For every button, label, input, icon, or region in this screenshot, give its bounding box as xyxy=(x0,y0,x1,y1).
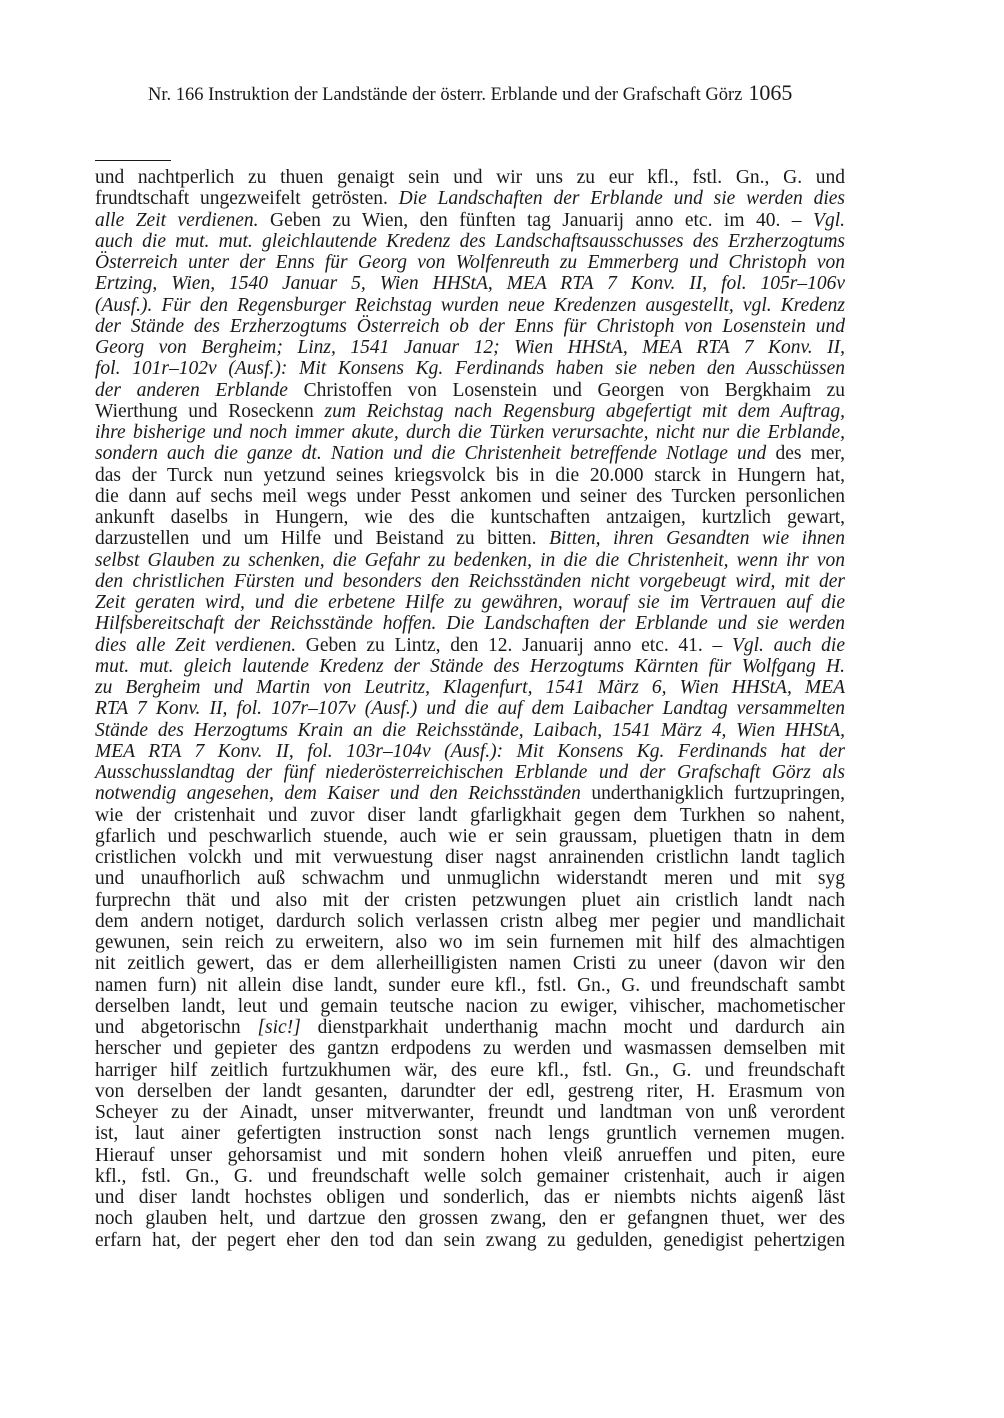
footnote-line xyxy=(95,188,845,209)
editorial-italic-text: der anderen Erblande xyxy=(95,379,288,401)
editorial-italic-text: mut. mut. gleich lautende Kredenz der Stände des Herzogtums Kärnten für Wolfgang H. xyxy=(95,655,845,677)
footnote-line xyxy=(95,167,845,188)
source-text: die dann auf sechs meil wegs under Pesst ankomen und seiner des Turcken personlichen xyxy=(95,485,845,507)
footnote-line xyxy=(95,635,845,656)
editorial-italic-text: ihre bisherige und noch immer akute, durch die Türken verursachte, nicht nur die Erblande, xyxy=(95,422,845,443)
footnote-line xyxy=(95,890,845,911)
source-text: harriger hilf zeitlich furtzukhumen wär, des eure kfl., fstl. Gn., G. und freundschaft xyxy=(95,1059,845,1081)
footnote-line xyxy=(95,1230,845,1251)
footnote-line xyxy=(95,1038,845,1059)
footnote-line xyxy=(95,571,845,592)
footnote-line xyxy=(95,380,845,401)
footnote-line xyxy=(95,1123,845,1144)
footnote-line xyxy=(95,443,845,464)
source-text: ist, laut ainer gefertigten instruction sonst nach lengs gruntlich vernemen mugen. xyxy=(95,1123,845,1145)
footnote-line xyxy=(95,1060,845,1081)
source-text: herscher und gepieter des gantzn erdpodens zu werden und wasmassen demselben mit xyxy=(95,1038,845,1060)
footnote-line xyxy=(95,762,845,783)
footnote-line xyxy=(95,826,845,847)
footnote-line xyxy=(95,953,845,974)
editorial-italic-text: alle Zeit verdienen. xyxy=(95,209,259,231)
footnote-line xyxy=(95,210,845,231)
source-text: des mer, xyxy=(766,443,845,465)
source-text: Hierauf unser gehorsamist und mit sondern hohen vleiß anrueffen und piten, eure xyxy=(95,1144,845,1166)
editorial-italic-text: Vgl. xyxy=(813,209,845,231)
footnote-line xyxy=(95,741,845,762)
footnote-line xyxy=(95,231,845,252)
editorial-italic-text: den christlichen Fürsten und besonders den Reichsständen nicht vorgebeugt wird, mit der xyxy=(95,570,845,592)
footnote-line xyxy=(95,996,845,1017)
source-text: derselben landt, leut und gemain teutsche nacion zu ewiger, vihischer, machometischer xyxy=(95,995,845,1017)
source-text: Geben zu Lintz, den 12. Januarij anno etc. 41. – xyxy=(296,634,732,656)
footnote-line xyxy=(95,932,845,953)
footnote-line xyxy=(95,295,845,316)
editorial-italic-text: selbst Glauben zu schenken, die Gefahr zu bedenken, in die die Christenheit, wenn ihr von xyxy=(95,549,845,571)
editorial-italic-text: (Ausf.). Für den Regensburger Reichstag wurden neue Kredenzen ausgestellt, vgl. Kredenz xyxy=(95,294,845,316)
footnote-line xyxy=(95,805,845,826)
footnote-line xyxy=(95,1187,845,1208)
source-text: kfl., fstl. Gn., G. und freundschaft welle solch gemainer cristenhait, auch ir aigen xyxy=(95,1165,845,1187)
source-text: cristlichen volckh und mit verwuestung diser nagst anrainenden cristlichn landt taglich xyxy=(95,847,845,868)
footnote-line xyxy=(95,465,845,486)
editorial-italic-text: dies alle Zeit verdienen. xyxy=(95,634,297,656)
source-text: Geben zu Wien, den fünften tag Januarij anno etc. im 40. – xyxy=(258,209,814,231)
footnote-line xyxy=(95,422,845,443)
footnote-line xyxy=(95,698,845,719)
source-text: und abgetorischn xyxy=(95,1017,258,1038)
footnote-line xyxy=(95,656,845,677)
source-text: dienstparkhait underthanig machn mocht und dardurch ain xyxy=(300,1017,845,1038)
source-text: wie der cristenhait und zuvor diser landt gfarligkhait gegen dem Turkhen so nahent, xyxy=(95,804,845,826)
editorial-italic-text: [sic!] xyxy=(257,1017,301,1038)
running-title: Nr. 166 Instruktion der Landstände der österr. Erblande und der Grafschaft Görz xyxy=(148,85,743,105)
editorial-italic-text: Die Landschaften der Erblande und sie werden dies xyxy=(398,188,845,210)
footnote-line xyxy=(95,358,845,379)
editorial-italic-text: sondern auch die ganze dt. Nation und die Christenheit betreffende Notlage und xyxy=(95,443,767,465)
source-text: noch glauben helt, und dartzue den grossen zwang, den er gefangnen thuet, wer des xyxy=(95,1208,845,1230)
footnote-line xyxy=(95,1081,845,1102)
page-number: 1065 xyxy=(748,80,793,105)
footnote-line xyxy=(95,1166,845,1187)
footnote-line xyxy=(95,486,845,507)
footnote-line xyxy=(95,550,845,571)
footnote-line xyxy=(95,868,845,889)
editorial-italic-text: notwendig angesehen, dem Kaiser und den Reichsständen xyxy=(95,783,581,805)
editorial-italic-text: Ausschusslandtag der fünf niederösterreichischen Erblande und der Grafschaft Görz als xyxy=(95,762,845,783)
footnote-separator-rule xyxy=(95,160,171,161)
footnote-line xyxy=(95,252,845,273)
editorial-italic-text: Bitten, ihren Gesandten wie ihnen xyxy=(549,528,845,550)
footnote-line xyxy=(95,337,845,358)
source-text: und unaufhorlich auß schwachm und unmuglichn widerstandt meren und mit syg xyxy=(95,868,845,890)
source-text: und diser landt hochstes obligen und sonderlich, das er niembts nichts aigenß läst xyxy=(95,1187,845,1208)
source-text: furprechn thät und also mit der cristen petzwungen pluet ain cristlich landt nach xyxy=(95,889,845,911)
footnote-line xyxy=(95,1208,845,1229)
source-text: darzustellen und um Hilfe und Beistand zu bitten. xyxy=(95,528,550,550)
footnote-line xyxy=(95,677,845,698)
editorial-italic-text: Ertzing, Wien, 1540 Januar 5, Wien HHStA, MEA RTA 7 Konv. II, fol. 105r–106v xyxy=(95,273,845,295)
footnote-line xyxy=(95,613,845,634)
source-text: Christoffen von Losenstein und Georgen von Bergkhaim zu xyxy=(287,379,845,401)
footnote-line xyxy=(95,592,845,613)
editorial-italic-text: zu Bergheim und Martin von Leutritz, Klagenfurt, 1541 März 6, Wien HHStA, MEA xyxy=(95,677,845,698)
editorial-italic-text: Zeit geraten wird, und die erbetene Hilfe zu gewähren, worauf sie im Vertrauen auf die xyxy=(95,592,845,613)
footnote-line xyxy=(95,528,845,549)
editorial-italic-text: Hilfsbereitschaft der Reichsstände hoffen. Die Landschaften der Erblande und sie werden xyxy=(95,613,845,635)
editorial-italic-text: Österreich unter der Enns für Georg von Wolfenreuth zu Emmerberg und Christoph von xyxy=(95,252,845,273)
editorial-italic-text: Vgl. auch die xyxy=(731,634,846,656)
source-text: frundtschaft ungezweifelt getrösten. xyxy=(95,188,399,210)
footnote-line xyxy=(95,720,845,741)
source-text: dem andern notiget, dardurch solich verlassen cristn albeg mer pegier und mandlichait xyxy=(95,910,845,932)
footnote-line xyxy=(95,1145,845,1166)
footnote-line xyxy=(95,911,845,932)
editorial-italic-text: auch die mut. mut. gleichlautende Kredenz des Landschaftsausschusses des Erzherzogtums xyxy=(95,230,845,252)
source-text: von derselben der landt gesanten, darundter der edl, gestreng riter, H. Erasmum von xyxy=(95,1080,845,1102)
source-text: gfarlich und peschwarlich stuende, auch wie er sein graussam, pluetigen thatn in dem xyxy=(95,825,845,847)
footnote-line xyxy=(95,783,845,804)
footnote-line xyxy=(95,273,845,294)
editorial-italic-text: Stände des Herzogtums Krain an die Reichsstände, Laibach, 1541 März 4, Wien HHStA, xyxy=(95,719,845,741)
source-text: Scheyer zu der Ainadt, unser mitverwanter, freundt und landtman von unß verordent xyxy=(95,1102,845,1123)
source-text: Wierthung und Roseckenn xyxy=(95,400,325,422)
editorial-italic-text: zum Reichstag nach Regensburg abgefertigt mit dem Auftrag, xyxy=(324,400,846,422)
footnote-line xyxy=(95,847,845,868)
editorial-italic-text: Georg von Bergheim; Linz, 1541 Januar 12; Wien HHStA, MEA RTA 7 Konv. II, xyxy=(95,337,845,358)
editorial-italic-text: der Stände des Erzherzogtums Österreich ob der Enns für Christoph von Losenstein und xyxy=(95,315,845,337)
running-header xyxy=(148,80,848,108)
source-text: nit zeitlich gewert, das er dem allerheilligisten namen Cristi zu uneer (davon wir den xyxy=(95,953,845,975)
footnote-line xyxy=(95,316,845,337)
source-text: ankunft daselbs in Hungern, wie des die kuntschaften antzaigen, kurtzlich gewart, xyxy=(95,507,845,528)
editorial-italic-text: RTA 7 Konv. II, fol. 107r–107v (Ausf.) und die auf dem Laibacher Landtag versammelten xyxy=(95,698,845,720)
source-text: erfarn hat, der pegert eher den tod dan sein zwang zu gedulden, genedigist pehertzigen xyxy=(95,1229,845,1251)
footnote-line xyxy=(95,975,845,996)
source-text: underthanigklich furtzupringen, xyxy=(580,783,845,805)
footnote-text xyxy=(95,167,845,1251)
footnote-line xyxy=(95,401,845,422)
footnote-line xyxy=(95,1017,845,1038)
source-text: gewunen, sein reich zu erweitern, also wo im sein furnemen mit hilf des almachtigen xyxy=(95,932,845,953)
source-text: namen furn) nit allein dise landt, sunder eure kfl., fstl. Gn., G. und freundschaft sambt xyxy=(95,974,845,996)
source-text: das der Turck nun yetzund seines kriegsvolck bis in die 20.000 starck in Hungern hat, xyxy=(95,464,845,486)
footnote-line xyxy=(95,507,845,528)
footnote-line xyxy=(95,1102,845,1123)
source-text: und nachtperlich zu thuen genaigt sein und wir uns zu eur kfl., fstl. Gn., G. und xyxy=(95,167,845,188)
editorial-italic-text: MEA RTA 7 Konv. II, fol. 103r–104v (Ausf.): Mit Konsens Kg. Ferdinands hat der xyxy=(95,740,845,762)
editorial-italic-text: fol. 101r–102v (Ausf.): Mit Konsens Kg. Ferdinands haben sie neben den Ausschüssen xyxy=(95,358,845,380)
